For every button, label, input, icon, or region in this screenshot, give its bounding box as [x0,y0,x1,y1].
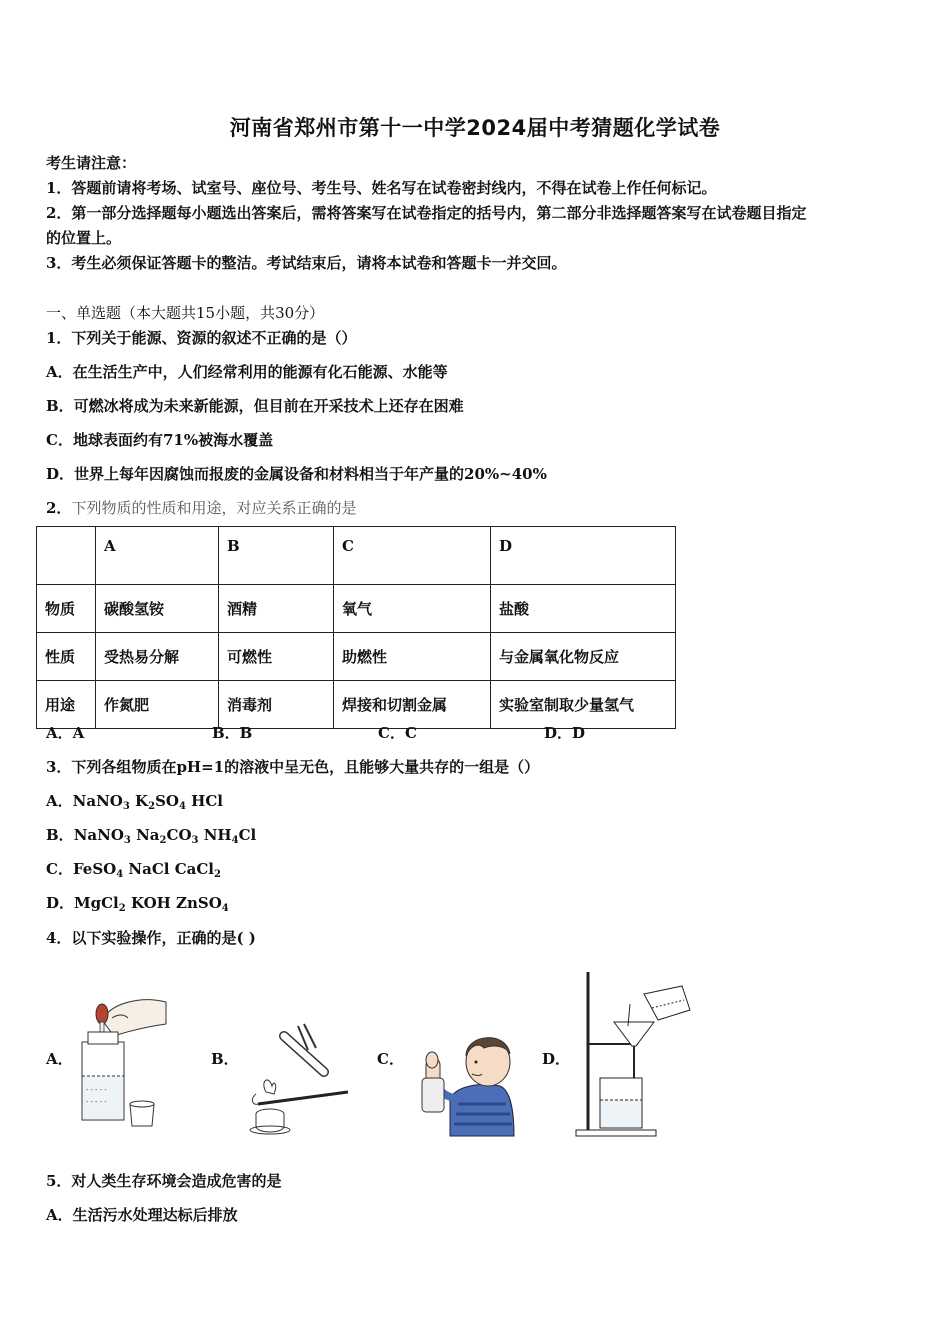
table-cell: 用途 [37,681,96,729]
figure-label: B． [211,1050,239,1068]
question-3-option-a: A．NaNO$_3$ $K_2SO_4$ HCl [46,792,223,812]
table-cell: 与金属氧化物反应 [491,633,676,681]
table-cell: 盐酸 [491,585,676,633]
notice-item: 的位置上。 [46,229,122,247]
question-5-stem: 5．对人类生存环境会造成危害的是 [46,1172,282,1190]
page-title: 河南省郑州市第十一中学2024届中考猜题化学试卷 [229,116,721,140]
table-cell: 助燃性 [334,633,491,681]
figure-filtration [570,968,694,1140]
question-2-table [36,526,676,729]
question-5-option: A．生活污水处理达标后排放 [46,1206,238,1224]
answer-option: C．C [378,724,417,742]
svg-text:- - - - -: - - - - - [86,1098,107,1106]
question-3-stem: 3．下列各组物质在pH=1的溶液中呈无色，且能够大量共存的一组是（） [46,758,540,776]
table-cell: 实验室制取少量氢气 [491,681,676,729]
question-1-option: A．在生活生产中，人们经常利用的能源有化石能源、水能等 [46,363,448,381]
question-1-option: D．世界上每年因腐蚀而报废的金属设备和材料相当于年产量的20%~40% [46,465,547,483]
table-cell: 受热易分解 [96,633,219,681]
table-cell [37,527,96,585]
table-row [37,585,676,633]
figure-label: A． [46,1050,73,1068]
answer-option: B．B [212,724,253,742]
notice-item: 3．考生必须保证答题卡的整洁。考试结束后，请将本试卷和答题卡一并交回。 [46,254,567,272]
question-2-text: 下列物质的性质和用途，对应关系正确的是 [71,499,357,517]
question-1-stem: 1．下列关于能源、资源的叙述不正确的是（） [46,329,357,347]
figure-smelling-child [410,1020,520,1138]
table-cell: 物质 [37,585,96,633]
figure-label: D． [542,1050,571,1068]
section-heading: 一、单选题（本大题共15小题，共30分） [46,304,325,322]
notice-item: 2．第一部分选择题每小题选出答案后，需将答案写在试卷指定的括号内，第二部分非选择题答案写在试卷题目指定 [46,204,807,222]
table-cell: B [219,527,334,585]
table-row [37,633,676,681]
table-header-row [37,527,676,585]
figure-label: C． [377,1050,404,1068]
table-cell: A [96,527,219,585]
figure-dropper-bottle [72,992,172,1134]
answer-option: D．D [544,724,586,742]
table-cell: 酒精 [219,585,334,633]
table-cell: 氧气 [334,585,491,633]
figure-heating-tube [238,1022,358,1140]
question-2-number: 2． [46,499,72,517]
table-cell: 消毒剂 [219,681,334,729]
question-3-option-c: C．FeSO$_4$ NaCl CaCl$_2$ [46,860,221,880]
svg-text:- - - - -: - - - - - [86,1086,107,1094]
table-cell: 性质 [37,633,96,681]
table-cell: 可燃性 [219,633,334,681]
question-4-stem: 4．以下实验操作，正确的是( ) [46,929,256,947]
question-1-option: C．地球表面约有71%被海水覆盖 [46,431,274,449]
answer-option: A．A [46,724,85,742]
question-3-option-b: B．NaNO$_3$ $Na_2CO_3$ $NH_4Cl$ [46,826,257,846]
table-cell: 作氮肥 [96,681,219,729]
notice-heading: 考生请注意： [46,154,137,172]
table-cell: 焊接和切割金属 [334,681,491,729]
table-cell: 碳酸氢铵 [96,585,219,633]
question-1-option: B．可燃冰将成为未来新能源，但目前在开采技术上还存在困难 [46,397,464,415]
question-3-option-d: D．MgCl$_2$ KOH ZnSO$_4$ [46,894,229,914]
question-2-stem [46,497,356,518]
table-cell: C [334,527,491,585]
table-cell: D [491,527,676,585]
notice-item: 1．答题前请将考场、试室号、座位号、考生号、姓名写在试卷密封线内，不得在试卷上作任何标记。 [46,179,717,197]
